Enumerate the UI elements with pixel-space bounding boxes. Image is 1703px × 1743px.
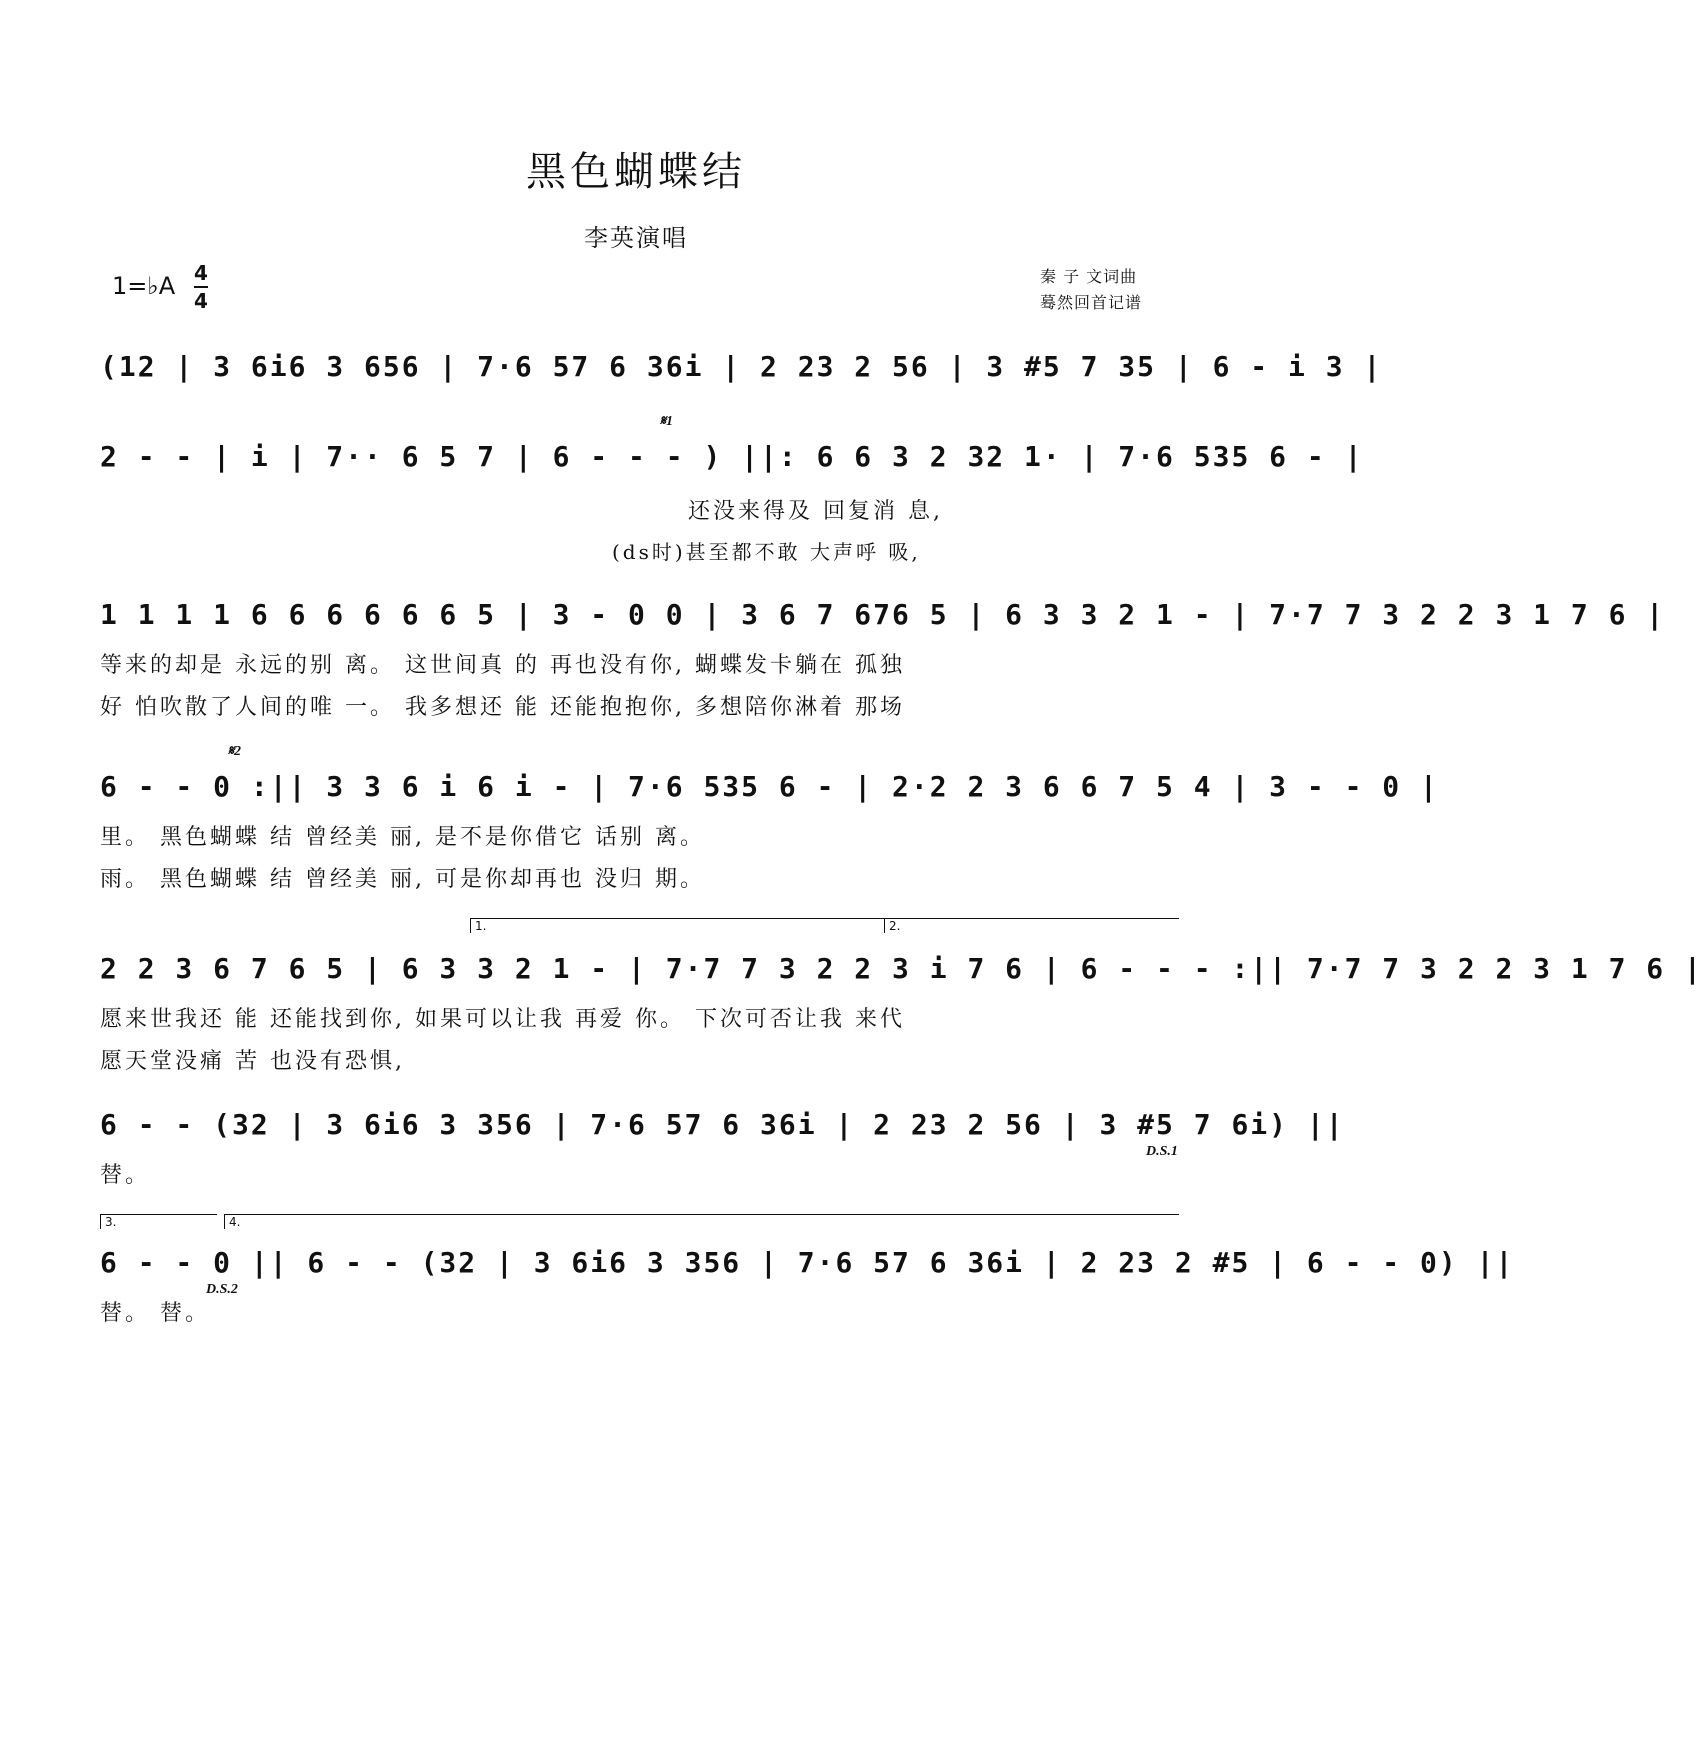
volta-1: 1. [470,918,885,933]
time-signature-divider [194,286,208,288]
time-signature [194,262,208,312]
lyric-line-3-verse-2: 好 怕吹散了人间的唯 一。 我多想还 能 还能抱抱你, 多想陪你淋着 那场 [100,695,905,720]
notes-line-5: 2 2 3 6 7 6 5 | 6 3 3 2 1 - | 7·7 7 3 2 2 3 i 7 6 | 6 - - - :|| 7·7 7 3 2 2 3 1 7 6 | [100,952,1703,985]
notes-line-3: 1 1 1 1 6 6 6 6 6 6 5 | 3 - 0 0 | 3 6 7 676 5 | 6 3 3 2 1 - | 7·7 7 3 2 2 3 1 7 6 | [100,598,1666,631]
lyric-line-4-verse-1: 里。 黑色蝴蝶 结 曾经美 丽, 是不是你借它 话别 离。 [100,825,705,850]
volta-3: 3. [100,1214,217,1229]
notes-line-1: (12 | 3 6i6 3 656 | 7·6 57 6 36i | 2 23 2 56 | 3 #5 7 35 | 6 - i 3 | [100,350,1383,383]
lyric-line-4-verse-2: 雨。 黑色蝴蝶 结 曾经美 丽, 可是你却再也 没归 期。 [100,867,705,892]
lyric-line-3-verse-1: 等来的却是 永远的别 离。 这世间真 的 再也没有你, 蝴蝶发卡躺在 孤独 [100,653,905,678]
credit-transcriber: 蓦然回首记谱 [1040,293,1143,312]
notes-line-2: 2 - - | i | 7·· 6 5 7 | 6 - - - ) ||: 6 6 3 2 32 1· | 7·6 535 6 - | [100,440,1364,473]
song-subtitle: 李英演唱 [584,224,688,252]
lyric-line-2-verse-1: 还没来得及 回复消 息, [688,499,943,524]
time-signature-top: 4 [194,261,208,285]
notes-line-6: 6 - - (32 | 3 6i6 3 356 | 7·6 57 6 36i | 2 23 2 56 | 3 #5 7 6i) || [100,1108,1345,1141]
song-title: 黑色蝴蝶结 [526,149,746,195]
credits [1040,264,1142,316]
dal-segno-1: D.S.1 [1146,1144,1178,1159]
volta-4: 4. [224,1214,1179,1229]
notes-line-4: 6 - - 0 :|| 3 3 6 i 6 i - | 7·6 535 6 - | 2·2 2 3 6 6 7 5 4 | 3 - - 0 | [100,770,1439,803]
lyric-line-2-verse-2: (ds时)甚至都不敢 大声呼 吸, [612,540,921,564]
time-signature-bottom: 4 [194,289,208,313]
segno-2: 𝄋2 [228,744,242,759]
volta-2: 2. [884,918,1179,933]
key-signature: 1=♭A [112,272,176,300]
lyric-line-7: 替。 替。 [100,1301,210,1326]
credit-composer: 秦 子 文词曲 [1040,267,1138,286]
lyric-line-6: 替。 [100,1163,151,1188]
segno-1: 𝄋1 [660,414,674,429]
lyric-line-5-verse-2: 愿天堂没痛 苦 也没有恐惧, [100,1049,405,1074]
lyric-line-5-verse-1: 愿来世我还 能 还能找到你, 如果可以让我 再爱 你。 下次可否让我 来代 [100,1007,905,1032]
dal-segno-2: D.S.2 [206,1282,238,1297]
notes-line-7: 6 - - 0 || 6 - - (32 | 3 6i6 3 356 | 7·6 57 6 36i | 2 23 2 #5 | 6 - - 0) || [100,1246,1515,1279]
